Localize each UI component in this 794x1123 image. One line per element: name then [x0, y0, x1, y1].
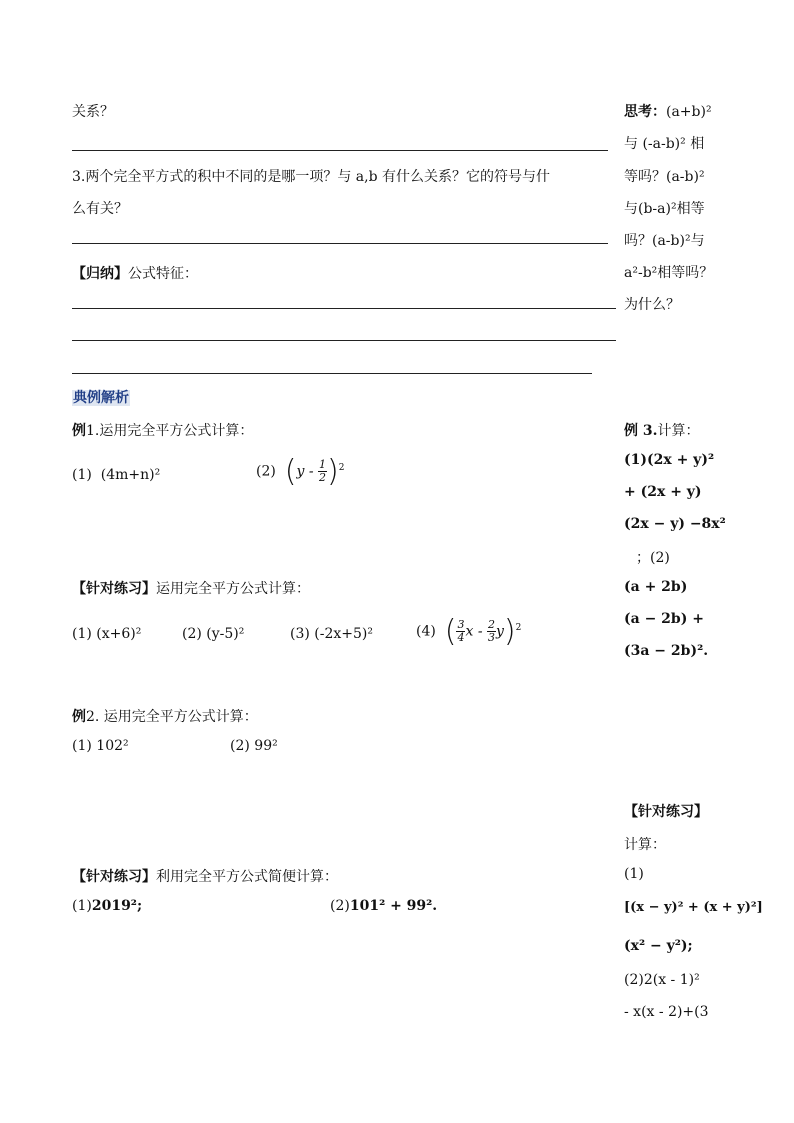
side-practice-label: 【针对练习】 [624, 804, 708, 820]
example-2-title: 例2. 运用完全平方公式计算： [72, 709, 258, 725]
question-continuation: 关系？ [72, 104, 114, 120]
think-line2: 与 (-a-b)² 相 [624, 136, 705, 152]
side-practice-line3: (x² − y²); [624, 938, 693, 954]
answer-line [72, 340, 616, 341]
side-practice-line2: [(x − y)² + (x + y)²] [624, 900, 763, 915]
right-paren: ) [503, 614, 516, 649]
think-line7: 为什么？ [624, 297, 680, 313]
practice-1-label: 【针对练习】 [72, 581, 156, 597]
side-practice-line1: (1) [624, 866, 644, 882]
example-2-item-1: (1) 102² [72, 738, 129, 754]
example-1-item-1: (1) (4m+n)² [72, 467, 161, 483]
example-3-line5: (a + 2b) [624, 579, 688, 595]
question-3-line2: 么有关？ [72, 201, 128, 217]
practice-1-item-3: (3) (-2x+5)² [290, 626, 373, 642]
practice-1-title: 【针对练习】运用完全平方公式计算： [72, 581, 310, 597]
summary-label: 【归纳】 [72, 266, 128, 282]
answer-line [72, 308, 616, 309]
example-3-label: 例 3. [624, 423, 658, 439]
example-3-line7: (3a − 2b)². [624, 643, 709, 659]
example-1-item-2: (2) (y - $\frac{1}{2}$ )$^2$ [256, 454, 345, 489]
example-2-label: 例 [72, 709, 86, 725]
example-3-line3: (2x − y) −8x² [624, 516, 726, 532]
summary-text: 公式特征： [128, 266, 198, 282]
side-practice-line4: (2)2(x - 1)² [624, 972, 700, 988]
practice-1-item-4: (4) ( $\frac{3}{4}$ x - $\frac{2}{3}$ y)$^2$ [416, 614, 522, 649]
fraction: $\frac{3}{4}$ [457, 618, 465, 644]
answer-line [72, 150, 608, 151]
practice-2-item-2: (2)101² + 99². [330, 898, 438, 914]
example-3-line6: (a − 2b) + [624, 611, 704, 627]
example-2-item-2: (2) 99² [230, 738, 278, 754]
practice-2-label: 【针对练习】 [72, 869, 156, 885]
example-1-title: 例1.运用完全平方公式计算： [72, 423, 254, 439]
answer-line [72, 373, 592, 374]
example-3-line4: ；(2) [636, 550, 670, 566]
think-line3: 等吗？(a-b)² [624, 169, 705, 185]
left-paren: ( [444, 614, 457, 649]
question-3-line1: 3.两个完全平方式的积中不同的是哪一项？与 a,b 有什么关系？它的符号与什 [72, 169, 551, 185]
think-label: 思考： [624, 104, 666, 120]
left-paren: ( [284, 454, 297, 489]
answer-line [72, 243, 608, 244]
example-1-label: 例 [72, 423, 86, 439]
practice-1-item-2: (2) (y-5)² [182, 626, 245, 642]
section-title: 典例解析 [73, 390, 129, 406]
right-paren: ) [327, 454, 339, 489]
think-line1: 思考：(a+b)² [624, 104, 712, 120]
practice-2-title: 【针对练习】利用完全平方公式简便计算： [72, 869, 338, 885]
fraction: $\frac{2}{3}$ [488, 618, 495, 644]
think-line6: a²-b²相等吗？ [624, 265, 714, 281]
side-practice-title: 计算： [624, 837, 666, 853]
example-3-line1: (1)(2x + y)² [624, 452, 715, 468]
think-line4: 与(b-a)²相等 [624, 201, 705, 217]
summary-heading [72, 263, 198, 283]
side-practice-line5: - x(x - 2)+(3 [624, 1004, 709, 1020]
example-3-line2: + (2x + y) [624, 484, 702, 500]
fraction: $\frac{1}{2}$ [319, 458, 327, 484]
example-3-title: 例 3.计算： [624, 423, 700, 439]
think-line5: 吗？(a-b)²与 [624, 233, 705, 249]
practice-1-item-1: (1) (x+6)² [72, 626, 142, 642]
practice-2-item-1: (1)2019²; [72, 898, 143, 914]
